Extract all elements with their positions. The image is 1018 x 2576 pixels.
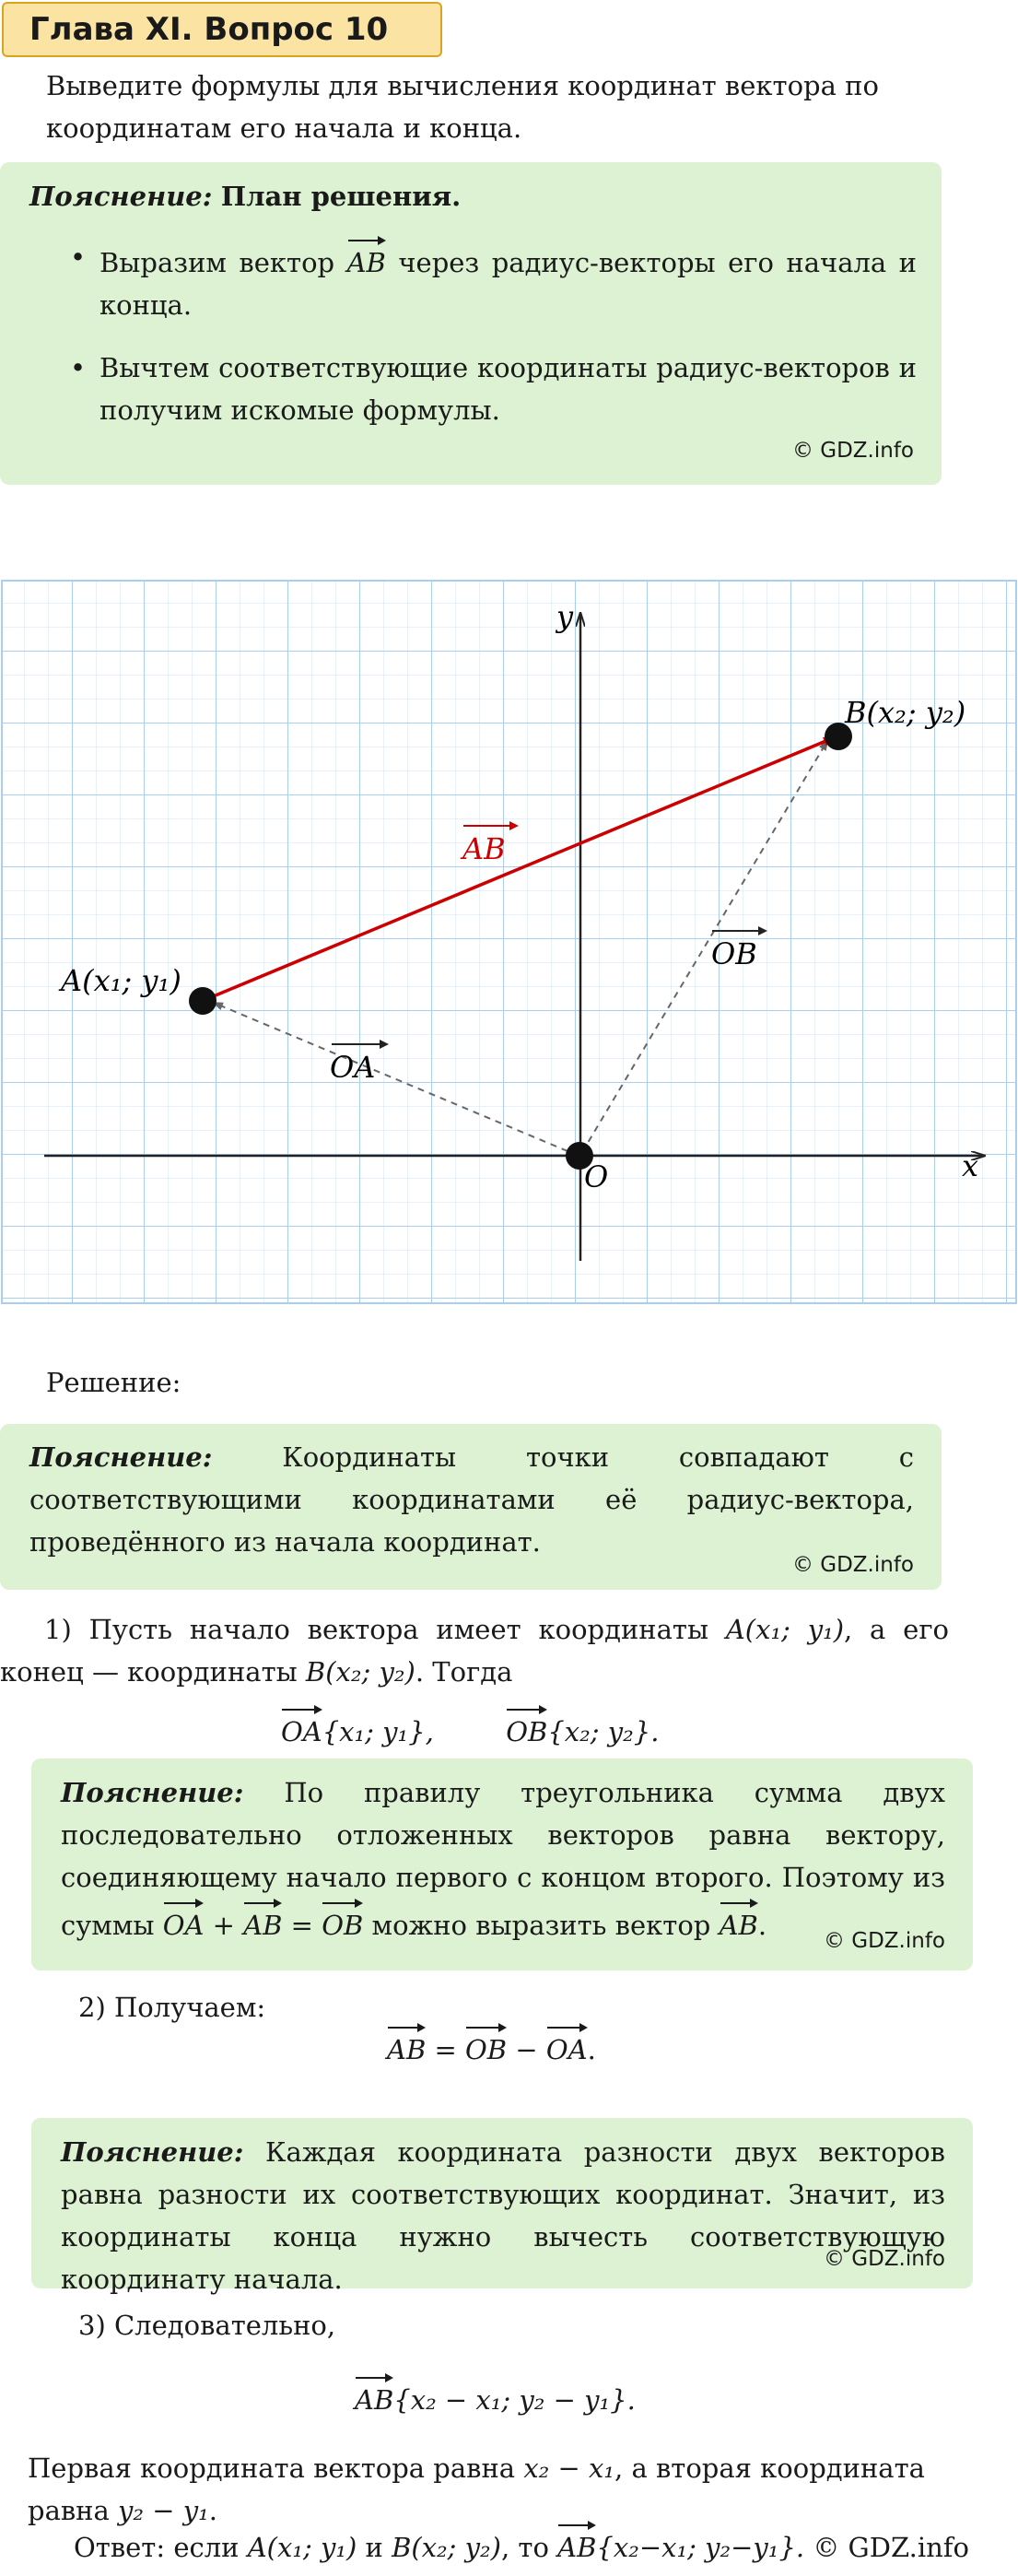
explanation-box-3 <box>31 2118 973 2295</box>
step-1-formula: OA{x₁; y₁}, OB{x₂; y₂}. <box>281 1705 659 1753</box>
page-title: Глава XI. Вопрос 10 <box>2 2 442 57</box>
copyright-label: © GDZ.info <box>823 1929 945 1953</box>
copyright-label: © GDZ.info <box>791 1553 914 1577</box>
explanation-box-1 <box>0 1424 942 1590</box>
x-axis-label: x <box>962 1148 979 1183</box>
svg-text:OA: OA <box>330 1050 376 1085</box>
copyright-label: © GDZ.info <box>823 2247 945 2271</box>
step-2-label: 2) Получаем: <box>78 1992 266 2023</box>
explanation-lead: Пояснение: <box>61 2136 244 2168</box>
solution-label: Решение: <box>46 1367 181 1398</box>
explanation-box-2: Пояснение: По правилу треугольника сумма двух последовательно отложенных векторов равна вектору, соединяющему начало первого с концом второго. Поэтому из суммы OA + AB = OB можно выразить вектор AB. © GDZ.info <box>31 1759 973 1970</box>
point-b-label: B(x₂; y₂) <box>845 695 966 730</box>
answer-line: Ответ: если A(x₁; y₁) и B(x₂; y₂), то AB{x₂−x₁; y₂−y₁}. © GDZ.info <box>74 2521 1013 2569</box>
y-axis-label: y <box>556 599 574 634</box>
explanation-lead: Пояснение: <box>29 1441 213 1473</box>
step-3-label: 3) Следовательно, <box>78 2310 336 2341</box>
point-a-label: A(x₁; y₁) <box>61 963 181 998</box>
point-a-marker <box>189 987 216 1015</box>
plan-item: • Выразим вектор AB через радиус-векторы его начала и конца. <box>55 236 917 326</box>
plan-heading: План решения. <box>220 181 462 212</box>
step-3-formula: AB{x₂ − x₁; y₂ − y₁}. <box>355 2373 636 2421</box>
step-1-text: 1) Пусть начало вектора имеет координаты A(x₁; y₁), а его конец — координаты B(x₂; y₂). Тогда <box>0 1614 949 1688</box>
plan-lead: Пояснение: <box>29 181 213 212</box>
explanation-text: Каждая координата разности двух векторов равна разности их соответствующих координат. Значит, из координаты конца нужно вычесть соответствующую координату начала. <box>61 2136 946 2295</box>
svg-text:OB: OB <box>711 936 757 971</box>
explanation-text: Координаты точки совпадают с соответствующими координатами её радиус-вектора, проведённого из начала координат. <box>29 1441 915 1558</box>
step-2-formula: AB = OB − OA. <box>387 2023 596 2071</box>
plan-item: • Вычтем соответствующие координаты радиус-векторов и получим искомые формулы. <box>55 347 917 431</box>
copyright-label: © GDZ.info <box>791 439 914 463</box>
explanation-lead: Пояснение: <box>61 1777 244 1808</box>
svg-text:AB: AB <box>462 831 506 866</box>
conclusion-text: Первая координата вектора равна x₂ − x₁, а вторая координата равна y₂ − y₁. <box>28 2452 925 2526</box>
coordinate-figure <box>0 579 1018 1307</box>
question-text: Выведите формулы для вычисления координат вектора по координатам его начала и конца. <box>46 70 879 144</box>
copyright-label: © GDZ.info <box>813 2532 969 2563</box>
plan-list <box>55 236 917 431</box>
grid-major <box>2 581 1016 1303</box>
plan-box <box>0 162 942 485</box>
origin-label: O <box>584 1159 609 1194</box>
